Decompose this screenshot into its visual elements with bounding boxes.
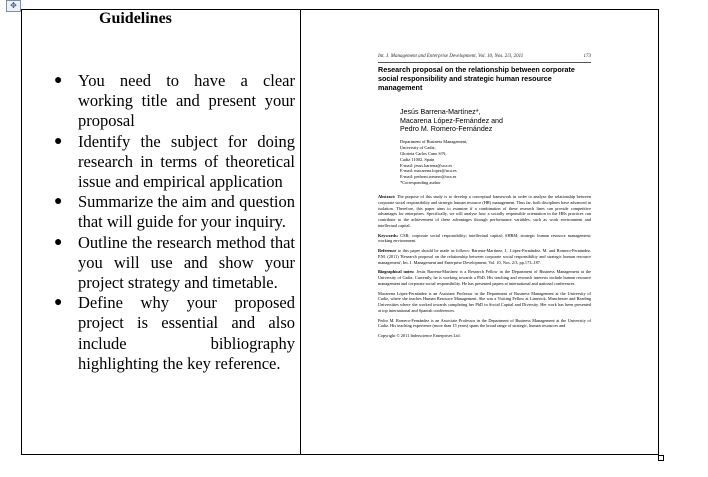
list-item: ● Outline the research method that you will use and show your project strategy and timetable. (54, 232, 295, 293)
list-item: ● Summarize the aim and question that will guide for your inquiry. (54, 192, 295, 232)
affiliation-line: *Corresponding author (400, 180, 441, 186)
guidelines-heading: Guidelines (99, 10, 172, 27)
bullet-icon: ● (54, 73, 63, 88)
author-name: Pedro M. Romero-Fernández (400, 125, 493, 134)
paper-image-cell[interactable] (301, 10, 658, 454)
paper-body (378, 194, 591, 329)
affiliation-line: Department of Business Management, (400, 138, 468, 144)
affiliation-line: University of Cadiz, (400, 144, 436, 150)
bio-paragraph: Pedro M. Romero-Fernández is an Associate Professor in the Department of Business Management at the University of Cadiz. His teaching experience (more than 15 years) spans the broad range of strategic, human resources and (378, 317, 591, 329)
author-name: Jesús Barrena-Martínez*, (400, 108, 481, 117)
paper-title: Research proposal on the relationship between corporate social responsibility and strategic human resource management (378, 65, 575, 92)
paper-first-page-image[interactable] (378, 54, 591, 338)
author-name: Macarena López-Fernández and (400, 116, 503, 125)
paper-authors (400, 108, 591, 134)
bullet-icon: ● (54, 295, 63, 311)
header-rule (378, 62, 591, 63)
bio-paragraph: Biographical notes: Jesús Barrena-Martínez is a Research Fellow in the Department of Business Management at the University of Cadiz. Currently, he is working towards a PhD. His teaching and research interests include human resource management and corporate social responsibility. He has presented papers at international and national conferences. (378, 269, 591, 286)
list-item: ● Define why your proposed project is essential and also include bibliography highlighting the key reference. (54, 293, 295, 373)
list-item: ● Identify the subject for doing research in terms of theoretical issue and empirical application (54, 131, 295, 192)
guidelines-list (40, 71, 295, 374)
affiliation-line: E-mail: pedrom.romero@uca.es (400, 174, 457, 180)
affiliation-line: E-mail: macarena.lopez@uca.es (400, 168, 457, 174)
copyright-line: Copyright © 2011 Inderscience Enterprises Ltd. (378, 333, 461, 339)
bullet-icon: ● (54, 133, 63, 149)
journal-name: Int. J. Management and Enterprise Development, Vol. 10, Nos. 2/3, 2011 (378, 54, 524, 59)
affiliation-line: E-mail: jesus.barrena@uca.es (400, 162, 453, 168)
affiliation-line: Cadiz 11002, Spain (400, 156, 435, 162)
guidelines-cell[interactable] (22, 10, 300, 454)
abstract-paragraph: Abstract: The purpose of this study is to develop a conceptual framework in order to analyse the relationship between corporate social responsibility and strategic human resource (HR) management. Thus far, both disciplines have advanced in isolation. Therefore, this paper aims to examine if a combination of these research lines can provide competitive advantages for enterprises. Specifically, we will analyse how a socially responsible orientation in the HRs practices can contribute to the achievement of these advantages through performance variables, such as work environment and intellectual capital. (378, 194, 591, 228)
table-move-handle-icon[interactable]: ✥ (6, 0, 21, 12)
content-table (21, 9, 659, 455)
affiliation-line: Glorieta Carlos Cano S/N, (400, 150, 447, 156)
page-number: 173 (583, 54, 591, 59)
reference-paragraph: Reference to this paper should be made as follows: Barrena-Martínez, J., López-Fernández, M. and Romero-Fernández, P.M. (2011) 'Research proposal on the relationship between corporate social responsibility and strategic human resource management', Int. J. Management and Enterprise Development, Vol. 10, Nos. 2/3, pp.173–187. (378, 248, 591, 265)
journal-header (378, 54, 591, 59)
paper-affiliation (400, 139, 591, 186)
keywords-paragraph: Keywords: CSR; corporate social responsibility; intellectual capital; SHRM; strategic human resource management; working environment. (378, 232, 592, 244)
bio-paragraph: Macarena López-Fernández is an Assistant Professor in the Department of Business Management at the University of Cadiz, where she teaches Human Resource Management. She was a Visiting Fellow at Limerick, Manchester and Reading Universities where she worked towards completing her PhD in Social Capital and Diversity. Her work has been presented at top international and Spanish conferences. (378, 290, 591, 313)
list-item: ● You need to have a clear working title and present your proposal (54, 71, 295, 131)
bullet-icon: ● (54, 234, 63, 250)
table-resize-handle[interactable] (658, 455, 664, 461)
bullet-icon: ● (54, 194, 63, 210)
